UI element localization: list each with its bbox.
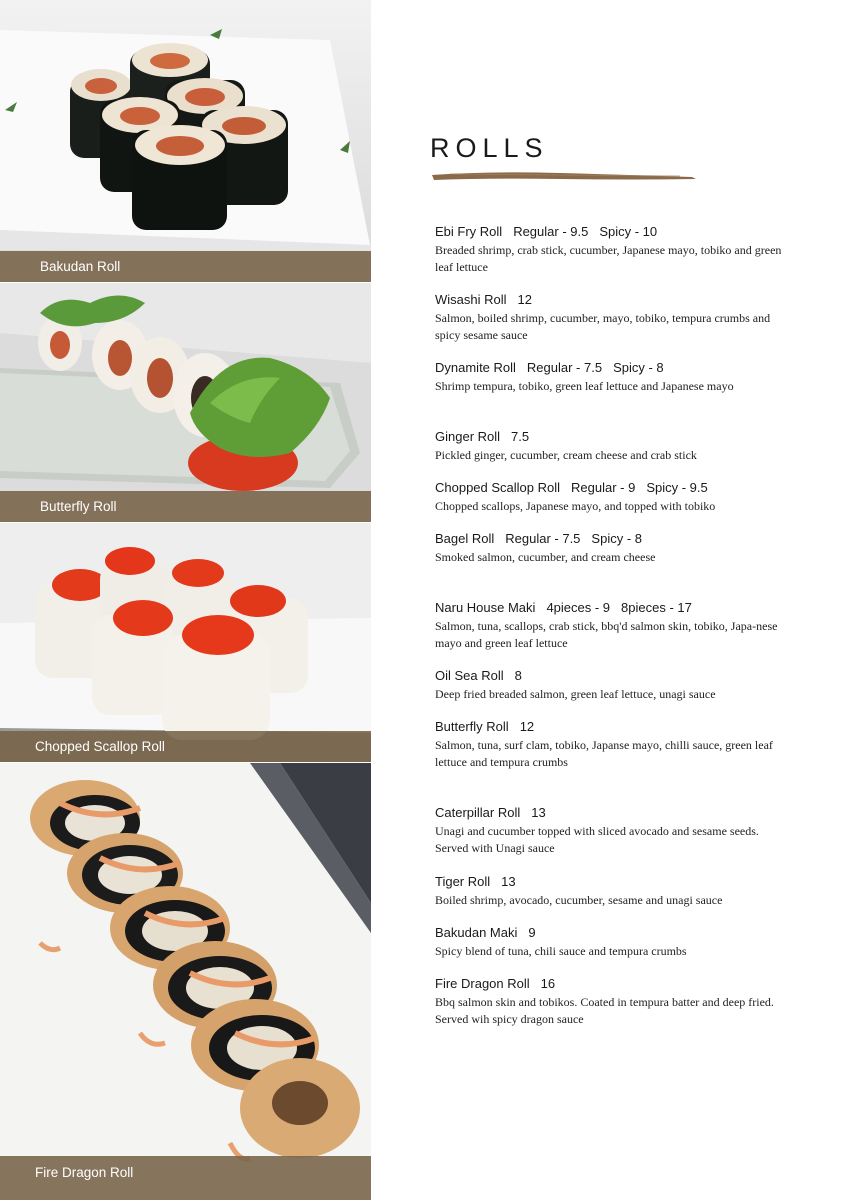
caption-bar [0, 1156, 371, 1200]
item-price: Regular - 9.5 [513, 224, 589, 239]
menu-item [435, 360, 785, 395]
menu-item [435, 719, 785, 771]
item-price: 7.5 [511, 429, 530, 444]
fire-dragon-roll-image [0, 763, 371, 1200]
item-price: 12 [519, 719, 535, 734]
item-name: Oil Sea Roll [435, 668, 504, 683]
menu-item [435, 976, 785, 1028]
item-name: Chopped Scallop Roll [435, 480, 561, 495]
menu-item [435, 874, 785, 909]
caption-bar [0, 731, 371, 762]
item-price: Regular - 7.5 [526, 360, 603, 375]
item-description: Smoked salmon, cucumber, and cream cheese [435, 550, 656, 564]
item-price: Spicy - 8 [613, 360, 664, 375]
photo-column [0, 0, 371, 1200]
item-description: Bbq salmon skin and tobikos. Coated in tempura batter and deep fried. Served wih spicy dragon sauce [435, 995, 774, 1026]
item-description: Spicy blend of tuna, chili sauce and tempura crumbs [435, 944, 687, 958]
item-price: 13 [531, 805, 546, 820]
item-description: Pickled ginger, cucumber, cream cheese and crab stick [435, 448, 697, 462]
item-price: Spicy - 8 [591, 531, 642, 546]
page-title: ROLLS [430, 133, 549, 163]
item-price: Spicy - 9.5 [646, 480, 708, 495]
item-description: Shrimp tempura, tobiko, green leaf lettuce and Japanese mayo [435, 379, 734, 393]
chopped-scallop-roll-image [0, 523, 371, 762]
menu-item [435, 480, 785, 515]
item-name: Caterpillar Roll [435, 805, 521, 820]
item-description: Unagi and cucumber topped with sliced avocado and sesame seeds. Served with Unagi sauce [435, 824, 759, 855]
photo-chopped-scallop-roll [0, 523, 371, 762]
item-name: Naru House Maki [435, 600, 536, 615]
item-price: 4pieces - 9 [546, 600, 611, 615]
photo-caption: Fire Dragon Roll [35, 1165, 134, 1180]
menu-item [435, 292, 785, 344]
photo-fire-dragon-roll [0, 763, 371, 1200]
menu-item [435, 600, 785, 652]
photo-butterfly-roll [0, 283, 371, 522]
item-description: Chopped scallops, Japanese mayo, and topped with tobiko [435, 499, 716, 513]
item-name: Butterfly Roll [435, 719, 509, 734]
item-name: Wisashi Roll [435, 292, 507, 307]
item-description: Breaded shrimp, crab stick, cucumber, Japanese mayo, tobiko and green leaf lettuce [435, 243, 782, 274]
photo-bakudan-roll [0, 0, 371, 282]
photo-caption: Butterfly Roll [40, 499, 117, 514]
item-price: 8 [514, 668, 522, 683]
menu-item [435, 429, 785, 464]
item-name: Fire Dragon Roll [435, 976, 530, 991]
photo-caption: Bakudan Roll [40, 259, 121, 274]
item-name: Tiger Roll [435, 874, 491, 889]
item-description: Salmon, tuna, surf clam, tobiko, Japanse mayo, chilli sauce, green leaf lettuce and tempura crumbs [435, 738, 773, 769]
menu-item [435, 925, 785, 960]
menu-item [435, 668, 785, 703]
butterfly-roll-image [0, 283, 371, 522]
item-description: Salmon, tuna, scallops, crab stick, bbq'd salmon skin, tobiko, Japa-nese mayo and green leaf lettuce [435, 619, 778, 650]
item-price: 9 [528, 925, 536, 940]
caption-bar [0, 251, 371, 282]
item-description: Boiled shrimp, avocado, cucumber, sesame and unagi sauce [435, 893, 723, 907]
item-price: Regular - 9 [571, 480, 636, 495]
item-name: Ginger Roll [435, 429, 501, 444]
item-description: Deep fried breaded salmon, green leaf lettuce, unagi sauce [435, 687, 716, 701]
item-name: Dynamite Roll [435, 360, 516, 375]
bakudan-roll-image [0, 0, 371, 282]
item-price: 12 [517, 292, 532, 307]
menu-item [435, 224, 785, 276]
photo-caption: Chopped Scallop Roll [35, 739, 165, 754]
item-price: Regular - 7.5 [505, 531, 581, 546]
item-description: Salmon, boiled shrimp, cucumber, mayo, tobiko, tempura crumbs and spicy sesame sauce [435, 311, 771, 342]
item-price: 13 [501, 874, 516, 889]
item-price: 16 [540, 976, 556, 991]
item-price: 8pieces - 17 [621, 600, 692, 615]
menu-item [435, 531, 785, 566]
menu-item [435, 805, 785, 857]
item-name: Bakudan Maki [435, 925, 518, 940]
caption-bar [0, 491, 371, 522]
item-name: Bagel Roll [435, 531, 495, 546]
brush-stroke-divider [430, 168, 700, 184]
item-price: Spicy - 10 [599, 224, 658, 239]
item-name: Ebi Fry Roll [435, 224, 503, 239]
